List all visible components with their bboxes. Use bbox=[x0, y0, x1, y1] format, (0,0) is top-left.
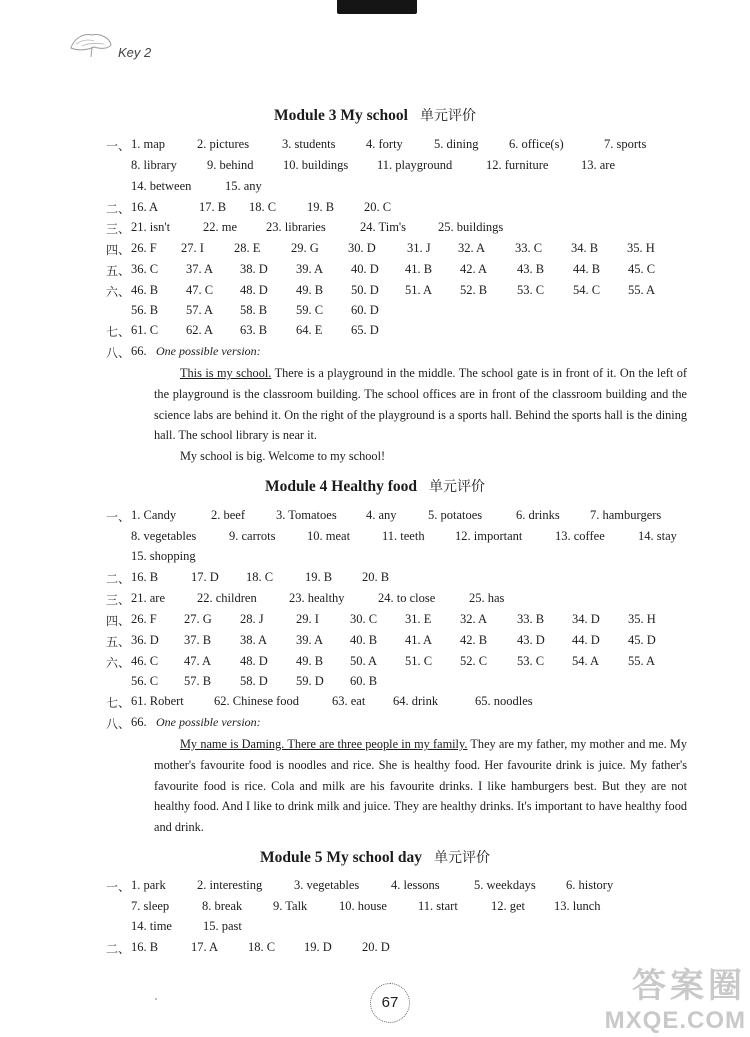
answer-item: 62. Chinese food bbox=[214, 694, 300, 708]
m4-essay-underlined: My name is Daming. There are three people in my family. bbox=[180, 737, 468, 751]
answer-item: 11. start bbox=[418, 899, 458, 913]
answer-item: 56. C bbox=[131, 674, 159, 688]
answer-item: 65. D bbox=[351, 323, 379, 337]
answer-item: 10. buildings bbox=[283, 158, 349, 172]
answer-item: 43. B bbox=[517, 262, 545, 276]
answer-item: 34. D bbox=[572, 612, 600, 626]
answer-item: 41. B bbox=[405, 262, 433, 276]
answer-item: 28. E bbox=[234, 241, 261, 255]
answer-item: 27. G bbox=[184, 612, 212, 626]
answer-item: 23. libraries bbox=[266, 220, 326, 234]
answer-item: 19. B bbox=[305, 570, 333, 584]
answer-item: 53. C bbox=[517, 283, 545, 297]
answer-item: 6. office(s) bbox=[509, 137, 564, 151]
answer-item: 18. C bbox=[246, 570, 274, 584]
answer-item: 60. B bbox=[350, 674, 378, 688]
section-label: 七、 bbox=[106, 696, 131, 710]
answer-item: 27. I bbox=[181, 241, 204, 255]
module-5-title-text: Module 5 My school day bbox=[260, 849, 422, 866]
answer-item: 38. A bbox=[240, 633, 268, 647]
section-label: 五、 bbox=[106, 264, 131, 278]
answer-item: 12. get bbox=[491, 899, 526, 913]
answer-item: 21. isn't bbox=[131, 220, 171, 234]
answer-item: 14. between bbox=[131, 179, 192, 193]
answer-item: 1. park bbox=[131, 878, 166, 892]
key-label: Key 2 bbox=[118, 45, 152, 60]
answer-item: 7. hamburgers bbox=[590, 508, 662, 522]
answer-item: 15. shopping bbox=[131, 549, 196, 563]
answer-item: 25. has bbox=[469, 591, 505, 605]
answer-item: 37. A bbox=[186, 262, 214, 276]
answer-item: 41. A bbox=[405, 633, 433, 647]
section-label: 四、 bbox=[106, 614, 131, 628]
version-label: One possible version: bbox=[156, 715, 261, 729]
answer-item: 63. eat bbox=[332, 694, 366, 708]
answer-item: 47. C bbox=[186, 283, 214, 297]
answer-item: 5. dining bbox=[434, 137, 479, 151]
answer-item: 58. B bbox=[240, 303, 268, 317]
answer-item: 18. C bbox=[249, 200, 277, 214]
answer-item: 16. B bbox=[131, 940, 159, 954]
answer-item: 7. sleep bbox=[131, 899, 170, 913]
answer-item: 48. D bbox=[240, 283, 268, 297]
answer-item: 8. break bbox=[202, 899, 243, 913]
answer-item: 60. D bbox=[351, 303, 379, 317]
answer-item: 3. Tomatoes bbox=[276, 508, 337, 522]
answer-item: 42. B bbox=[460, 633, 488, 647]
answer-item: 33. B bbox=[517, 612, 545, 626]
answer-item: 46. B bbox=[131, 283, 159, 297]
watermark bbox=[605, 958, 746, 1035]
answer-item: 35. H bbox=[627, 241, 655, 255]
module-4-title-text: Module 4 Healthy food bbox=[265, 478, 417, 495]
answer-item: 9. behind bbox=[207, 158, 254, 172]
answer-item: 2. beef bbox=[211, 508, 246, 522]
tree-logo-icon bbox=[68, 30, 114, 58]
answer-item: 23. healthy bbox=[289, 591, 345, 605]
answer-item: 17. B bbox=[199, 200, 227, 214]
answer-item: 2. pictures bbox=[197, 137, 250, 151]
answer-item: 45. D bbox=[628, 633, 656, 647]
section-label: 六、 bbox=[106, 656, 131, 670]
answer-item: 22. me bbox=[203, 220, 238, 234]
answer-item: 14. time bbox=[131, 919, 172, 933]
section-label: 四、 bbox=[106, 243, 131, 257]
answer-item: 59. D bbox=[296, 674, 324, 688]
module-5-title bbox=[0, 847, 750, 867]
answer-item: 36. C bbox=[131, 262, 159, 276]
answer-item: 44. D bbox=[572, 633, 600, 647]
module-3-title-text: Module 3 My school bbox=[274, 107, 408, 124]
section-label: 二、 bbox=[106, 942, 131, 956]
answer-item: 54. A bbox=[572, 654, 600, 668]
answer-item: 40. D bbox=[351, 262, 379, 276]
answer-item: 3. students bbox=[282, 137, 336, 151]
answer-item: 56. B bbox=[131, 303, 159, 317]
answer-item: 9. Talk bbox=[273, 899, 308, 913]
answer-item: 52. C bbox=[460, 654, 488, 668]
answer-item: 9. carrots bbox=[229, 529, 276, 543]
m3-essay-paragraph-2: My school is big. Welcome to my school! bbox=[180, 449, 386, 464]
page-number: 67 bbox=[370, 983, 410, 1023]
answer-item: 50. A bbox=[350, 654, 378, 668]
question-number: 66. bbox=[131, 344, 147, 358]
answer-item: 8. library bbox=[131, 158, 177, 172]
answer-item: 49. B bbox=[296, 283, 324, 297]
answer-item: 20. D bbox=[362, 940, 390, 954]
section-label: 一、 bbox=[106, 510, 131, 524]
section-label: 二、 bbox=[106, 202, 131, 216]
answer-item: 26. F bbox=[131, 241, 157, 255]
answer-item: 12. furniture bbox=[486, 158, 549, 172]
answer-item: 24. to close bbox=[378, 591, 436, 605]
question-number: 66. bbox=[131, 715, 147, 729]
answer-item: 13. are bbox=[581, 158, 616, 172]
answer-item: 10. meat bbox=[307, 529, 351, 543]
answer-item: 24. Tim's bbox=[360, 220, 407, 234]
answer-item: 10. house bbox=[339, 899, 387, 913]
section-label: 一、 bbox=[106, 880, 131, 894]
answer-item: 65. noodles bbox=[475, 694, 533, 708]
answer-item: 19. B bbox=[307, 200, 335, 214]
m3-essay bbox=[154, 363, 687, 467]
answer-item: 63. B bbox=[240, 323, 268, 337]
m3-essay-paragraph-1 bbox=[154, 363, 687, 446]
answer-item: 20. C bbox=[364, 200, 392, 214]
answer-item: 47. A bbox=[184, 654, 212, 668]
answer-item: 18. C bbox=[248, 940, 276, 954]
answer-item: 28. J bbox=[240, 612, 264, 626]
answer-item: 61. Robert bbox=[131, 694, 184, 708]
answer-item: 55. A bbox=[628, 654, 656, 668]
answer-item: 32. A bbox=[458, 241, 486, 255]
answer-item: 58. D bbox=[240, 674, 268, 688]
m4-essay-text: They are my father, my mother and me. My mother's favourite food is noodles and rice. She is healthy food. Her favourite drink is juice. My father's favourite food is rice. Cola and milk are his favourite drinks. I like hamburgers best. But they are not healthy food. And I like to drink milk and juice. They are healthy drinks. It's important to have healthy food and drink. bbox=[154, 737, 688, 835]
answer-item: 52. B bbox=[460, 283, 488, 297]
section-label: 六、 bbox=[106, 285, 131, 299]
answer-item: 15. past bbox=[203, 919, 242, 933]
watermark-bottom: MXQE.COM bbox=[604, 1007, 746, 1034]
answer-item: 57. B bbox=[184, 674, 212, 688]
section-label: 三、 bbox=[106, 593, 131, 607]
answer-item: 64. drink bbox=[393, 694, 439, 708]
answer-item: 11. playground bbox=[377, 158, 453, 172]
answer-item: 43. D bbox=[517, 633, 545, 647]
answer-item: 38. D bbox=[240, 262, 268, 276]
answer-item: 5. potatoes bbox=[428, 508, 483, 522]
answer-item: 46. C bbox=[131, 654, 159, 668]
answer-item: 31. E bbox=[405, 612, 432, 626]
m4-essay-paragraph-1 bbox=[154, 734, 687, 838]
answer-item: 36. D bbox=[131, 633, 159, 647]
answer-item: 49. B bbox=[296, 654, 324, 668]
answer-item: 21. are bbox=[131, 591, 166, 605]
module-4-title-cn: 单元评价 bbox=[429, 479, 485, 495]
answer-item: 48. D bbox=[240, 654, 268, 668]
answer-item: 6. drinks bbox=[516, 508, 560, 522]
section-label: 七、 bbox=[106, 325, 131, 339]
answer-item: 20. B bbox=[362, 570, 390, 584]
answer-item: 42. A bbox=[460, 262, 488, 276]
answer-item: 17. A bbox=[191, 940, 219, 954]
answer-item: 7. sports bbox=[604, 137, 647, 151]
answer-item: 32. A bbox=[460, 612, 488, 626]
answer-item: 3. vegetables bbox=[294, 878, 360, 892]
watermark-top: 答案圈 bbox=[632, 967, 746, 1005]
answer-item: 51. C bbox=[405, 654, 433, 668]
answer-item: 26. F bbox=[131, 612, 157, 626]
answer-item: 13. lunch bbox=[554, 899, 601, 913]
module-5-title-cn: 单元评价 bbox=[433, 850, 490, 866]
m3-essay-underlined: This is my school. bbox=[180, 366, 272, 380]
module-4-title bbox=[0, 476, 750, 496]
section-label: 八、 bbox=[106, 717, 131, 731]
answer-item: 44. B bbox=[573, 262, 601, 276]
answer-item: 31. J bbox=[407, 241, 431, 255]
answer-item: 4. forty bbox=[366, 137, 403, 151]
answer-item: 14. stay bbox=[638, 529, 677, 543]
m4-essay bbox=[154, 734, 687, 838]
answer-item: 61. C bbox=[131, 323, 159, 337]
answer-item: 13. coffee bbox=[555, 529, 605, 543]
answer-item: 45. C bbox=[628, 262, 656, 276]
answer-item: 1. Candy bbox=[131, 508, 177, 522]
answer-item: 25. buildings bbox=[438, 220, 504, 234]
answer-item: 4. any bbox=[366, 508, 397, 522]
answer-item: 53. C bbox=[517, 654, 545, 668]
answer-item: 62. A bbox=[186, 323, 214, 337]
answer-item: 16. B bbox=[131, 570, 159, 584]
answer-item: 6. history bbox=[566, 878, 614, 892]
answer-item: 37. B bbox=[184, 633, 212, 647]
top-tab-mark bbox=[337, 0, 417, 14]
answer-item: 12. important bbox=[455, 529, 523, 543]
answer-item: 22. children bbox=[197, 591, 257, 605]
answer-item: 5. weekdays bbox=[474, 878, 536, 892]
answer-item: 1. map bbox=[131, 137, 166, 151]
section-label: 八、 bbox=[106, 346, 131, 360]
answer-item: 17. D bbox=[191, 570, 219, 584]
answer-item: 15. any bbox=[225, 179, 262, 193]
answer-item: 30. D bbox=[348, 241, 376, 255]
section-label: 一、 bbox=[106, 139, 131, 153]
section-label: 五、 bbox=[106, 635, 131, 649]
module-3-title-cn: 单元评价 bbox=[419, 108, 476, 124]
section-label: 三、 bbox=[106, 222, 131, 236]
answer-item: 33. C bbox=[515, 241, 543, 255]
m3-essay-text: There is a playground in the middle. The school gate is in front of it. On the left of the playground is the classroom building. The school offices are in front of the classroom building and the science labs are behind it. On the right of the playground is a sports hall. Behind the sports hall is the dining hall. The school library is near it. bbox=[154, 366, 687, 443]
speck-mark bbox=[155, 998, 157, 1000]
answer-item: 2. interesting bbox=[197, 878, 263, 892]
answer-item: 4. lessons bbox=[391, 878, 440, 892]
answer-item: 16. A bbox=[131, 200, 159, 214]
answer-item: 57. A bbox=[186, 303, 214, 317]
answer-item: 39. A bbox=[296, 633, 324, 647]
answer-item: 39. A bbox=[296, 262, 324, 276]
answer-item: 51. A bbox=[405, 283, 433, 297]
answer-item: 8. vegetables bbox=[131, 529, 197, 543]
answer-item: 30. C bbox=[350, 612, 378, 626]
answer-item: 34. B bbox=[571, 241, 599, 255]
answer-item: 29. G bbox=[291, 241, 319, 255]
answer-item: 54. C bbox=[573, 283, 601, 297]
answer-item: 64. E bbox=[296, 323, 323, 337]
version-label: One possible version: bbox=[156, 344, 261, 358]
answer-item: 35. H bbox=[628, 612, 656, 626]
answer-item: 11. teeth bbox=[382, 529, 425, 543]
answer-item: 59. C bbox=[296, 303, 324, 317]
answer-item: 50. D bbox=[351, 283, 379, 297]
answer-item: 40. B bbox=[350, 633, 378, 647]
answer-item: 19. D bbox=[304, 940, 332, 954]
answer-item: 55. A bbox=[628, 283, 656, 297]
module-3-title bbox=[0, 105, 750, 125]
section-label: 二、 bbox=[106, 572, 131, 586]
answer-item: 29. I bbox=[296, 612, 319, 626]
